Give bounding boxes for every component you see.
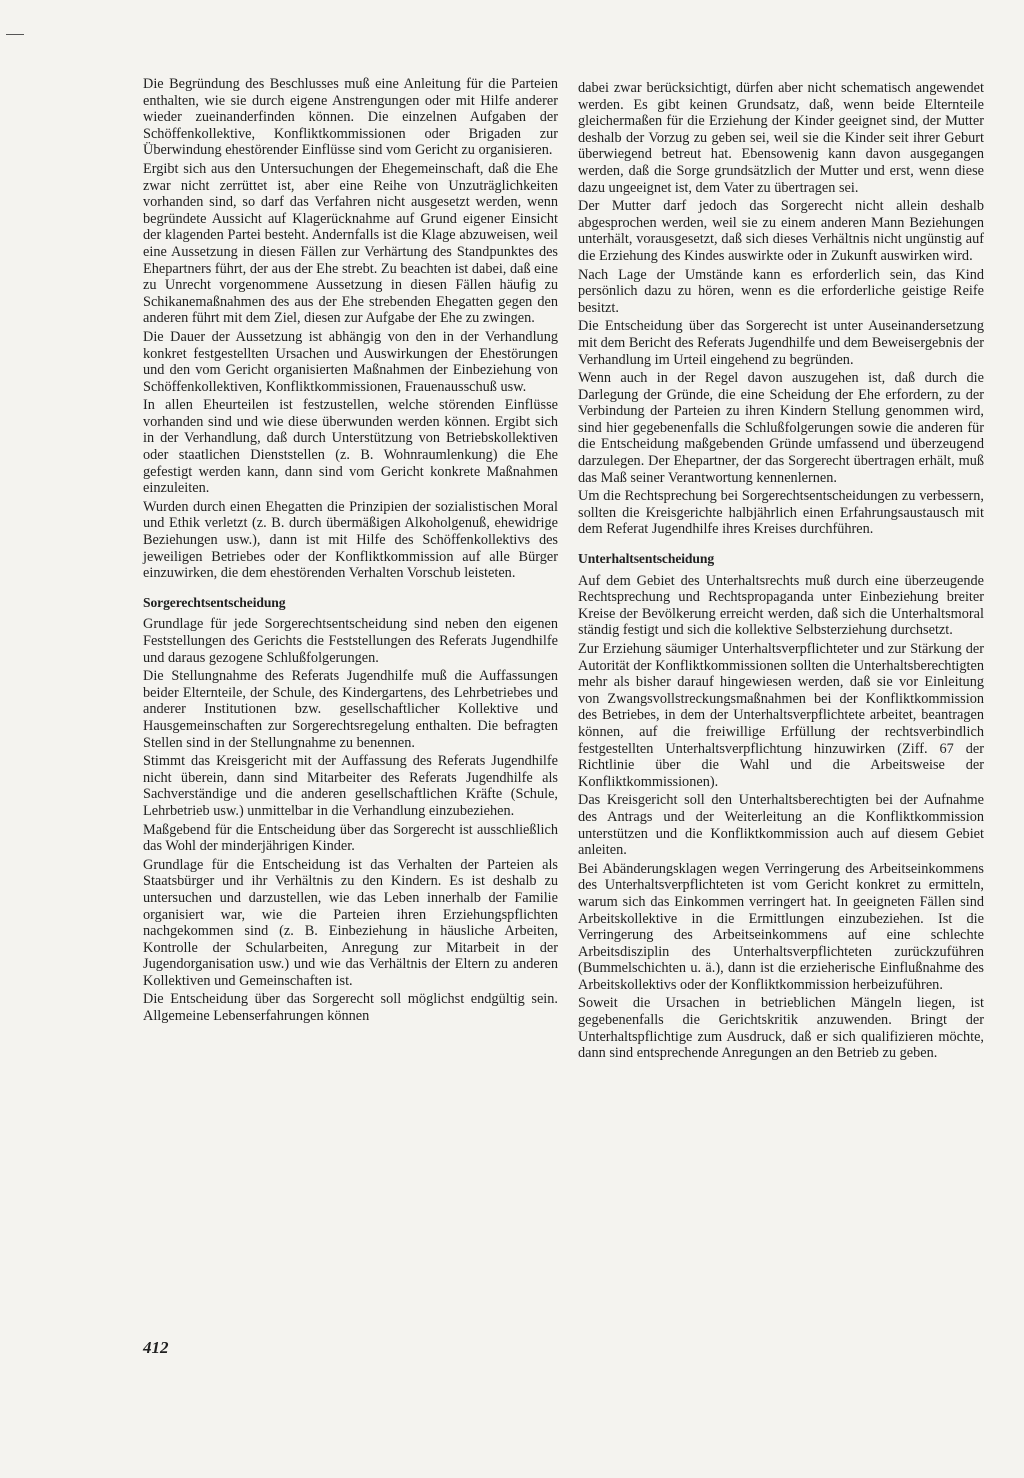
paragraph: Grundlage für die Entscheidung ist das Verhalten der Parteien als Staatsbürger und ihr Verhältnis zu den Kindern. Es ist deshalb zu untersuchen und darzustellen, wie das Leben innerhalb der Familie organisiert war, wie die Parteien ihren Erziehungspflichten nachgekommen sind (z. B. Einbeziehung in häusliche Arbeiten, Kontrolle der Schularbeiten, Anregung zur Mitarbeit in der Jugendorganisation usw.) und wie das Verhältnis der Eltern zu anderen Kollektiven und Gemeinschaften ist. — [143, 856, 558, 989]
paragraph: Zur Erziehung säumiger Unterhaltsverpflichteter und zur Stärkung der Autorität der Konfliktkommissionen sollten die Unterhaltsberechtigten mehr als bisher darauf hingewiesen werden, daß sie vor Einleitung von Zwangsvollstreckungsmaßnahmen bei der Konfliktkommission des Betriebes, in dem der Unterhaltsverpflichtete arbeitet, beantragen können, auf die freiwillige Erfüllung der rechtsverbindlich festgestellten Unterhaltsverpflichtung hinzuwirken (Ziff. 67 der Richtlinie über die Wahl und die Arbeitsweise der Konfliktkommissionen). — [578, 641, 984, 790]
paragraph: dabei zwar berücksichtigt, dürfen aber nicht schematisch angewendet werden. Es gibt keinen Grundsatz, daß, wenn beide Elternteile gleichermaßen für die Erziehung der Kinder geeignet sind, der Mutter deshalb der Vorzug zu geben sei, weil sie die Kinder seit ihrer Geburt überwiegend betreut hat. Ebensowenig kann davon ausgegangen werden, daß die Sorge grundsätzlich der Mutter und erst, wenn diese dazu ungeeignet ist, dem Vater zu übertragen sei. — [578, 80, 984, 196]
paragraph: Wurden durch einen Ehegatten die Prinzipien der sozialistischen Moral und Ethik verletzt (z. B. durch übermäßigen Alkoholgenuß, ehewidrige Beziehungen usw.), dann ist mit Hilfe des Schöffenkollektivs des jeweiligen Betriebes oder der Konfliktkommission auf alle Bürger einzuwirken, die dem ehestörenden Verhalten Vorschub leisteten. — [143, 498, 558, 582]
paragraph: Das Kreisgericht soll den Unterhaltsberechtigten bei der Aufnahme des Antrags und der Weiterleitung an die Konfliktkommission unterstützen und die Konfliktkommission auch auf diesem Gebiet anleiten. — [578, 792, 984, 859]
paragraph: Grundlage für jede Sorgerechtsentscheidung sind neben den eigenen Feststellungen des Gerichts die Feststellungen des Referats Jugendhilfe und daraus gezogene Schlußfolgerungen. — [143, 616, 558, 666]
section-heading-sorgerecht: Sorgerechtsentscheidung — [143, 594, 286, 610]
right-column — [578, 80, 984, 1064]
section-heading-unterhalt: Unterhaltsentscheidung — [578, 551, 715, 567]
paragraph: Nach Lage der Umstände kann es erforderlich sein, das Kind persönlich dazu zu hören, wenn es die erforderliche geistige Reife besitzt. — [578, 266, 984, 316]
paragraph: Wenn auch in der Regel davon auszugehen ist, daß durch die Darlegung der Gründe, die eine Scheidung der Ehe erfordern, zu der Verbindung der Parteien zu ihren Kindern Stellung genommen wird, sind hier gegebenenfalls die Schlußfolgerungen sowie die anderen für die Entscheidung maßgebenden Gründe umfassend und überzeugend darzulegen. Der Ehepartner, der das Sorgerecht übertragen erhält, muß das Maß seiner Verantwortung kennenlernen. — [578, 370, 984, 486]
paragraph: In allen Eheurteilen ist festzustellen, welche störenden Einflüsse vorhanden sind und wie diese überwunden werden können. Ergibt sich in der Verhandlung, daß durch Unterstützung von Betriebskollektiven oder staatlichen Dienststellen (z. B. Wohnraumlenkung) die Ehe gefestigt werden kann, dann sind vom Gericht konkrete Maßnahmen einzuleiten. — [143, 397, 558, 497]
paragraph: Die Begründung des Beschlusses muß eine Anleitung für die Parteien enthalten, wie sie durch eigene Anstrengungen oder mit Hilfe anderer wieder zueinanderfinden können. Die einzelnen Aufgaben der Schöffenkollektive, Konfliktkommissionen oder Brigaden zur Überwindung ehestörender Einflüsse sind vom Gericht zu organisieren. — [143, 76, 558, 159]
paragraph: Die Stellungnahme des Referats Jugendhilfe muß die Auffassungen beider Elternteile, der Schule, des Kindergartens, des Lehrbetriebes und anderer Institutionen bzw. gesellschaftlicher Kollektive und Hausgemeinschaften zur Sorgerechtsregelung enthalten. Die befragten Stellen sind in der Stellungnahme zu benennen. — [143, 668, 558, 751]
paragraph: Der Mutter darf jedoch das Sorgerecht nicht allein deshalb abgesprochen werden, weil sie zu einem anderen Mann Beziehungen unterhält, vorausgesetzt, daß sich dieses Verhältnis nicht ungünstig auf die Erziehung des Kindes auswirkte oder in Zukunft auswirken wird. — [578, 198, 984, 264]
paragraph: Die Dauer der Aussetzung ist abhängig von den in der Verhandlung konkret festgestellten Ursachen und Auswirkungen der Ehestörungen und den vom Gericht organisierten Maßnahmen der Einbeziehung von Schöffenkollektiven, Konfliktkommissionen, Frauenausschuß usw. — [143, 328, 558, 395]
left-column — [143, 76, 558, 1027]
paragraph: Stimmt das Kreisgericht mit der Auffassung des Referats Jugendhilfe nicht überein, dann sind Mitarbeiter des Referats Jugendhilfe als Sachverständige und die anderen gesellschaftlichen Kräfte (Schule, Lehrbetrieb usw.) unmittelbar in die Verhandlung einzubeziehen. — [143, 753, 558, 819]
paragraph: Die Entscheidung über das Sorgerecht ist unter Auseinandersetzung mit dem Bericht des Referats Jugendhilfe und dem Beweisergebnis der Verhandlung im Urteil eingehend zu begründen. — [578, 318, 984, 368]
paragraph: Um die Rechtsprechung bei Sorgerechtsentscheidungen zu verbessern, sollten die Kreisgerichte halbjährlich einen Erfahrungsaustausch mit dem Referat Jugendhilfe ihres Kreises durchführen. — [578, 488, 984, 538]
paragraph: Soweit die Ursachen in betrieblichen Mängeln liegen, ist gegebenenfalls die Gerichtskritik anzuwenden. Bringt der Unterhaltspflichtige zum Ausdruck, daß er sich qualifizieren möchte, dann sind entsprechende Anregungen an den Betrieb zu geben. — [578, 995, 984, 1062]
paragraph: Bei Abänderungsklagen wegen Verringerung des Arbeitseinkommens des Unterhaltsverpflichteten ist vom Gericht konkret zu ermitteln, warum sich das Einkommen verringert hat. In geeigneten Fällen sind Arbeitskollektive in die Ermittlungen einzubeziehen. Ist die Verringerung des Arbeitseinkommens auf eine schlechte Arbeitsdisziplin des Unterhaltsverpflichteten zurückzuführen (Bummelschichten u. ä.), dann ist die erzieherische Einflußnahme des Arbeitskollektivs oder der Konfliktkommission herbeizuführen. — [578, 860, 984, 993]
page-number: 412 — [143, 1338, 169, 1357]
paragraph: Die Entscheidung über das Sorgerecht soll möglichst endgültig sein. Allgemeine Lebenserfahrungen können — [143, 991, 558, 1025]
paragraph: Ergibt sich aus den Untersuchungen der Ehegemeinschaft, daß die Ehe zwar nicht zerrüttet ist, aber eine Reihe von Unzuträglichkeiten vorhanden sind, so darf das Verfahren nicht ausgesetzt werden, wenn begründete Aussicht auf Klagerücknahme auf Grund eigener Einsicht der klagenden Partei besteht. Andernfalls ist die Klage abzuweisen, weil eine Aussetzung in diesen Fällen zur Verhärtung des Standpunktes des Ehepartners führt, der aus der Ehe strebt. Zu beachten ist dabei, daß eine zu Unrecht vorgenommene Aussetzung in diesen Fällen häufig zu Schikanemaßnahmen des aus der Ehe strebenden Ehegatten gegen den anderen führt mit dem Ziel, diesen zur Aufgabe der Ehe zu zwingen. — [143, 160, 558, 327]
corner-mark — [6, 34, 24, 35]
paragraph: Auf dem Gebiet des Unterhaltsrechts muß durch eine überzeugende Rechtsprechung und Rechtspropaganda unter Einbeziehung breiter Kreise der Bevölkerung erreicht werden, daß sich die Unterhaltsmoral ständig festigt und sich die kollektive Selbsterziehung durchsetzt. — [578, 572, 984, 639]
paragraph: Maßgebend für die Entscheidung über das Sorgerecht ist ausschließlich das Wohl der minderjährigen Kinder. — [143, 821, 558, 855]
